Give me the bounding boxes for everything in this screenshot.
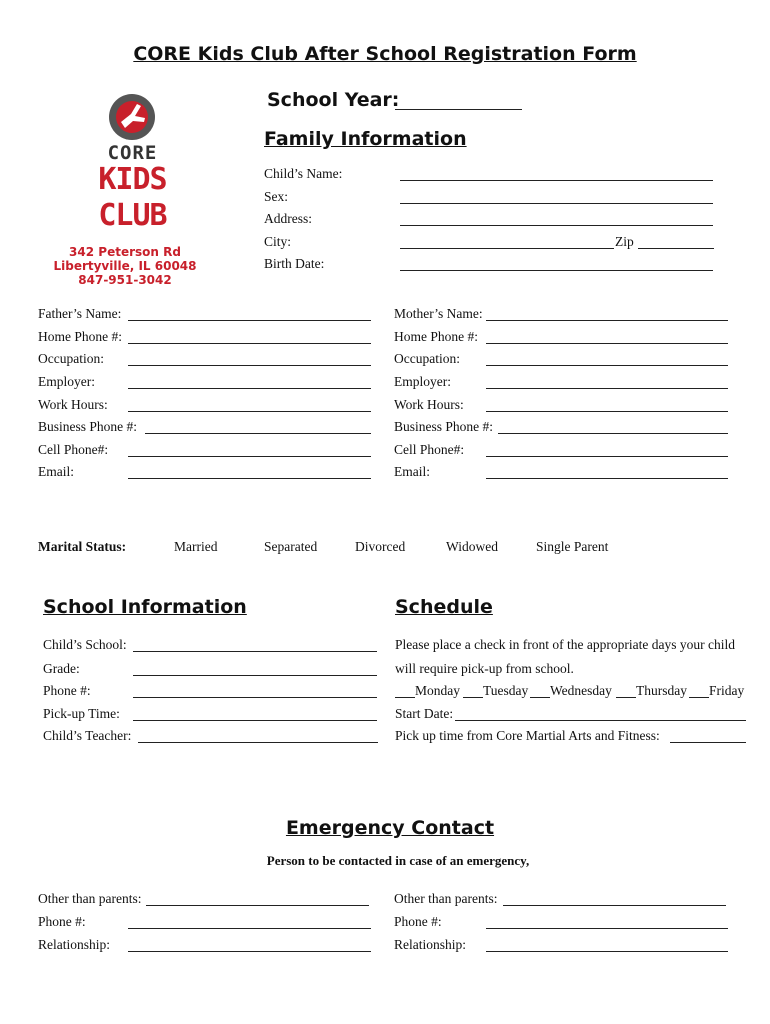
- emergency-subtitle: Person to be contacted in case of an emergency,: [266, 853, 530, 868]
- schedule-heading: Schedule: [395, 596, 493, 618]
- logo-core: CORE: [107, 142, 158, 164]
- mother-name-label: Mother’s Name:: [394, 306, 483, 321]
- mother-email-label: Email:: [394, 464, 430, 479]
- marital-option-married[interactable]: Married: [174, 539, 218, 554]
- emergency-contact-heading: Emergency Contact: [285, 817, 495, 839]
- start-date-label: Start Date:: [395, 706, 454, 721]
- city-label: City:: [264, 234, 292, 249]
- emergency-right-phone-label: Phone #:: [394, 914, 442, 929]
- marital-option-widowed[interactable]: Widowed: [446, 539, 498, 554]
- emergency-right-other-field[interactable]: [503, 905, 726, 906]
- tuesday-check-field[interactable]: [463, 697, 483, 698]
- father-employer-label: Employer:: [38, 374, 95, 389]
- marital-status-label: Marital Status:: [38, 539, 127, 554]
- father-business-phone-field[interactable]: [145, 433, 371, 434]
- school-phone-label: Phone #:: [43, 683, 91, 698]
- mother-name-field[interactable]: [486, 320, 728, 321]
- school-year-label: School Year:: [267, 89, 400, 111]
- mother-business-phone-field[interactable]: [498, 433, 728, 434]
- father-occupation-label: Occupation:: [38, 351, 104, 366]
- father-name-label: Father’s Name:: [38, 306, 122, 321]
- mother-occupation-field[interactable]: [486, 365, 728, 366]
- family-information-heading: Family Information: [264, 128, 467, 150]
- monday-check-field[interactable]: [395, 697, 415, 698]
- day-tuesday: Tuesday: [483, 683, 529, 698]
- father-name-field[interactable]: [128, 320, 371, 321]
- childs-school-label: Child’s School:: [43, 637, 127, 652]
- form-title: CORE Kids Club After School Registration Form: [133, 43, 637, 65]
- logo-club: CLUB: [98, 198, 167, 233]
- mother-work-hours-label: Work Hours:: [394, 397, 464, 412]
- father-work-hours-field[interactable]: [128, 411, 371, 412]
- childs-teacher-label: Child’s Teacher:: [43, 728, 132, 743]
- marital-option-single-parent[interactable]: Single Parent: [536, 539, 609, 554]
- father-email-label: Email:: [38, 464, 74, 479]
- friday-check-field[interactable]: [689, 697, 709, 698]
- city-field[interactable]: [400, 248, 614, 249]
- grade-label: Grade:: [43, 661, 80, 676]
- emergency-left-other-label: Other than parents:: [38, 891, 142, 906]
- father-business-phone-label: Business Phone #:: [38, 419, 138, 434]
- school-phone-field[interactable]: [133, 697, 377, 698]
- logo-address-2: Libertyville, IL 60048: [53, 259, 197, 273]
- zip-field[interactable]: [638, 248, 714, 249]
- mother-home-phone-label: Home Phone #:: [394, 329, 478, 344]
- father-cell-phone-field[interactable]: [128, 456, 371, 457]
- logo: [95, 90, 170, 240]
- day-friday: Friday: [709, 683, 745, 698]
- father-home-phone-field[interactable]: [128, 343, 371, 344]
- emergency-left-phone-label: Phone #:: [38, 914, 86, 929]
- school-year-line[interactable]: [395, 109, 522, 110]
- start-date-field[interactable]: [455, 720, 746, 721]
- father-home-phone-label: Home Phone #:: [38, 329, 122, 344]
- address-field[interactable]: [400, 225, 713, 226]
- day-wednesday: Wednesday: [550, 683, 612, 698]
- mother-employer-field[interactable]: [486, 388, 728, 389]
- pickup-time-field[interactable]: [133, 720, 377, 721]
- father-occupation-field[interactable]: [128, 365, 371, 366]
- childs-teacher-field[interactable]: [138, 742, 378, 743]
- birth-date-label: Birth Date:: [264, 256, 325, 271]
- father-work-hours-label: Work Hours:: [38, 397, 108, 412]
- marital-option-separated[interactable]: Separated: [264, 539, 318, 554]
- address-label: Address:: [264, 211, 312, 226]
- grade-field[interactable]: [133, 675, 377, 676]
- mother-employer-label: Employer:: [394, 374, 451, 389]
- logo-phone: 847-951-3042: [78, 273, 172, 287]
- emergency-left-phone-field[interactable]: [128, 928, 371, 929]
- sex-field[interactable]: [400, 203, 713, 204]
- schedule-instructions-2: will require pick-up from school.: [395, 661, 574, 676]
- emergency-left-relationship-field[interactable]: [128, 951, 371, 952]
- father-employer-field[interactable]: [128, 388, 371, 389]
- birth-date-field[interactable]: [400, 270, 713, 271]
- core-pickup-time-label: Pick up time from Core Martial Arts and Fitness:: [395, 728, 660, 743]
- mother-email-field[interactable]: [486, 478, 728, 479]
- childs-name-field[interactable]: [400, 180, 713, 181]
- logo-kids: KIDS: [98, 162, 167, 197]
- emergency-right-relationship-label: Relationship:: [394, 937, 466, 952]
- mother-cell-phone-label: Cell Phone#:: [394, 442, 465, 457]
- pickup-time-label: Pick-up Time:: [43, 706, 120, 721]
- mother-occupation-label: Occupation:: [394, 351, 460, 366]
- logo-address-1: 342 Peterson Rd: [69, 245, 181, 259]
- marital-option-divorced[interactable]: Divorced: [355, 539, 406, 554]
- childs-name-label: Child’s Name:: [264, 166, 343, 181]
- day-monday: Monday: [415, 683, 460, 698]
- father-email-field[interactable]: [128, 478, 371, 479]
- core-pickup-time-field[interactable]: [670, 742, 746, 743]
- emergency-left-relationship-label: Relationship:: [38, 937, 110, 952]
- emergency-right-other-label: Other than parents:: [394, 891, 498, 906]
- emergency-left-other-field[interactable]: [146, 905, 369, 906]
- thursday-check-field[interactable]: [616, 697, 636, 698]
- mother-home-phone-field[interactable]: [486, 343, 728, 344]
- mother-business-phone-label: Business Phone #:: [394, 419, 494, 434]
- sex-label: Sex:: [264, 189, 289, 204]
- zip-label: Zip: [615, 234, 634, 249]
- schedule-instructions-1: Please place a check in front of the appropriate days your child: [395, 637, 735, 652]
- emergency-right-phone-field[interactable]: [486, 928, 728, 929]
- wednesday-check-field[interactable]: [530, 697, 550, 698]
- fighter-emblem-icon: [107, 92, 157, 142]
- childs-school-field[interactable]: [133, 651, 377, 652]
- day-thursday: Thursday: [636, 683, 687, 698]
- school-information-heading: School Information: [43, 596, 247, 618]
- emergency-right-relationship-field[interactable]: [486, 951, 728, 952]
- father-cell-phone-label: Cell Phone#:: [38, 442, 109, 457]
- mother-work-hours-field[interactable]: [486, 411, 728, 412]
- mother-cell-phone-field[interactable]: [486, 456, 728, 457]
